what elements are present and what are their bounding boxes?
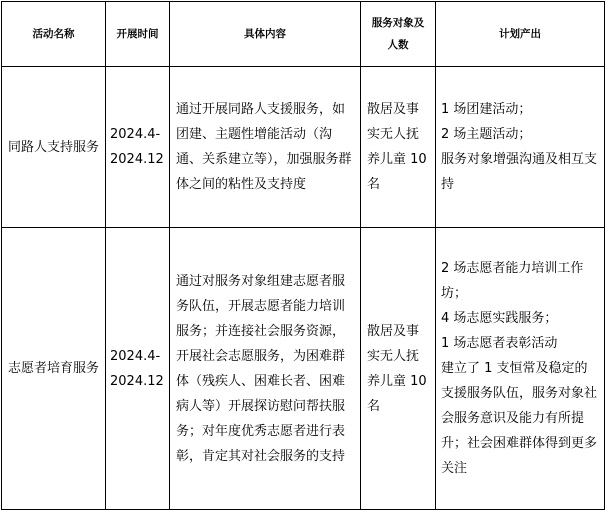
target-cell: 散居及事实无人抚养儿童 10 名	[361, 228, 436, 510]
time-cell: 2024.4- 2024.12	[106, 67, 170, 228]
content-cell: 通过对服务对象组建志愿者服务队伍，开展志愿者能力培训服务；并连接社会服务资源，开展社会志愿服务，为困难群体（残疾人、困难长者、困难病人等）开展探访慰问帮扶服务；对年度优秀志愿者进行表彰，肯定其对社会服务的支持	[170, 228, 361, 510]
activity-name-cell: 志愿者培育服务	[2, 228, 106, 510]
time-cell: 2024.4- 2024.12	[106, 228, 170, 510]
activity-plan-table	[1, 1, 605, 510]
header-content: 具体内容	[170, 2, 361, 67]
table-row	[2, 67, 605, 228]
header-activity-name: 活动名称	[2, 2, 106, 67]
header-target: 服务对象及 人数	[361, 2, 436, 67]
content-cell: 通过开展同路人支援服务，如团建、主题性增能活动（沟通、关系建立等），加强服务群体之间的粘性及支持度	[170, 67, 361, 228]
header-output: 计划产出	[436, 2, 605, 67]
table-row	[2, 228, 605, 510]
target-cell: 散居及事实无人抚养儿童 10 名	[361, 67, 436, 228]
output-cell: 2 场志愿者能力培训工作坊； 4 场志愿实践服务； 1 场志愿者表彰活动 建立了 1 支恒常及稳定的支援服务队伍，服务对象社会服务意识及能力有所提升；社会困难群体得到更多关注	[436, 228, 605, 510]
header-time: 开展时间	[106, 2, 170, 67]
table-header-row	[2, 2, 605, 67]
output-cell: 1 场团建活动； 2 场主题活动； 服务对象增强沟通及相互支持	[436, 67, 605, 228]
activity-name-cell: 同路人支持服务	[2, 67, 106, 228]
